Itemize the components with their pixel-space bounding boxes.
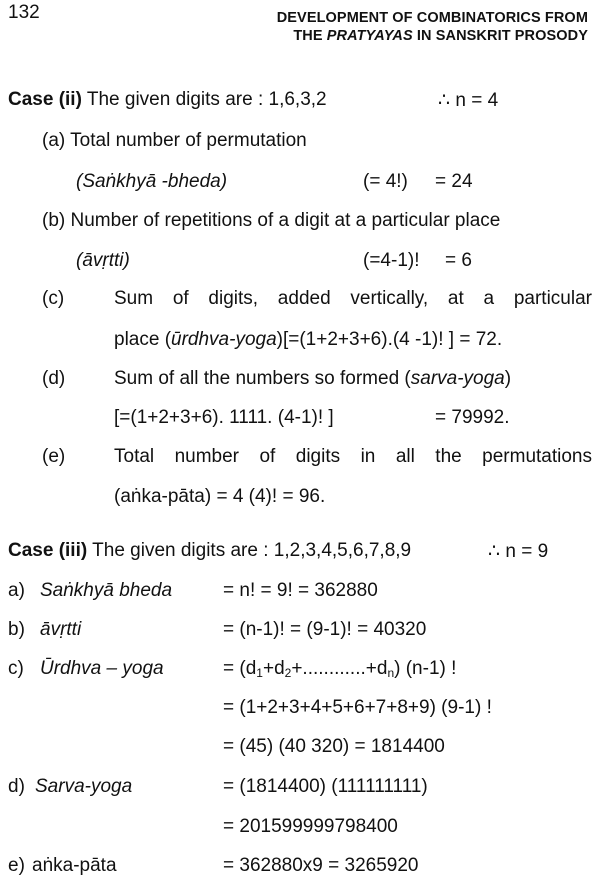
row-a-label: a) (8, 580, 25, 601)
item-c-label: (c) (42, 288, 65, 309)
row-c-line3: = (45) (40 320) = 1814400 (223, 736, 445, 757)
item-e-line1: Total number of digits in all the permutations (114, 446, 592, 467)
item-d-line1: Sum of all the numbers so formed (sarva-yoga) (114, 368, 512, 389)
item-b-result: = 6 (445, 250, 472, 271)
row-e-term: aṅka-pāta (32, 855, 117, 876)
row-d-line2: = 201599999798400 (223, 816, 398, 837)
item-b-formula: (=4-1)! (363, 250, 420, 271)
row-b-value: = (n-1)! = (9-1)! = 40320 (223, 619, 427, 640)
case-ii-n-value: ∴ n = 4 (438, 90, 499, 111)
case-iii-heading: Case (iii) The given digits are : 1,2,3,4,5,6,7,8,9 (8, 540, 412, 561)
item-b-line1: (b) Number of repetitions of a digit at a particular place (42, 210, 501, 231)
row-e-value: = 362880x9 = 3265920 (223, 855, 419, 876)
item-e-line2: (aṅka-pāta) = 4 (4)! = 96. (114, 486, 326, 507)
row-e-label: e) (8, 855, 25, 876)
item-a-result: = 24 (435, 171, 473, 192)
row-d-value: = (1814400) (111111111) (223, 776, 428, 797)
running-head-line1: DEVELOPMENT OF COMBINATORICS FROM (276, 10, 588, 26)
row-a-value: = n! = 9! = 362880 (223, 580, 378, 601)
case-iii-n-value: ∴ n = 9 (488, 541, 549, 562)
item-a-term: (Saṅkhyā -bheda) (76, 171, 228, 192)
row-d-term: Sarva-yoga (35, 776, 133, 797)
item-d-line2: [=(1+2+3+6). 1111. (4-1)! ] (114, 407, 334, 428)
row-c-term: Ūrdhva – yoga (40, 658, 164, 679)
case-ii-heading: Case (ii) The given digits are : 1,6,3,2 (8, 89, 327, 110)
item-b-term: (āvṛtti) (76, 250, 130, 271)
item-c-line1: Sum of digits, added vertically, at a particular (114, 288, 592, 309)
row-b-term: āvṛtti (40, 619, 82, 640)
item-a-formula: (= 4!) (363, 171, 408, 192)
row-c-label: c) (8, 658, 24, 679)
row-d-label: d) (8, 776, 25, 797)
row-b-label: b) (8, 619, 25, 640)
item-d-label: (d) (42, 368, 66, 389)
item-d-result: = 79992. (435, 407, 510, 428)
item-a-line1: (a) Total number of permutation (42, 130, 307, 151)
row-c-value: = $(d_1+d_2+............+d_n)$ (n-1) ! (223, 658, 457, 680)
row-c-line2: = (1+2+3+4+5+6+7+8+9) (9-1) ! (223, 697, 492, 718)
item-e-label: (e) (42, 446, 66, 467)
row-a-term: Saṅkhyā bheda (40, 580, 173, 601)
item-c-line2: place (ūrdhva-yoga)[=(1+2+3+6).(4 -1)! ] = 72. (114, 329, 503, 350)
running-head-line2: THE PRATYAYAS IN SANSKRIT PROSODY (293, 28, 588, 44)
page-number: 132 (8, 2, 40, 23)
